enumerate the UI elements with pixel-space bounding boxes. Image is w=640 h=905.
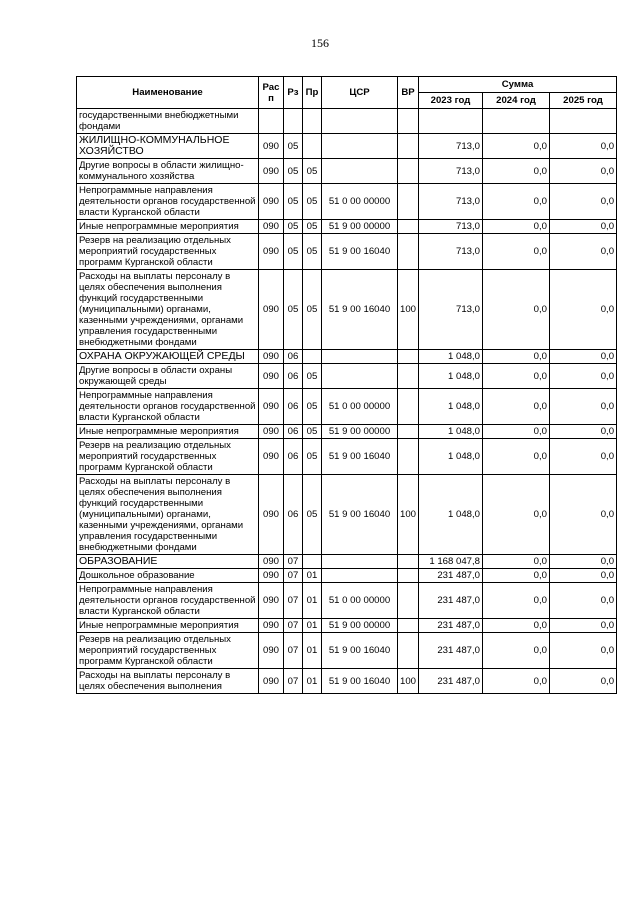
cell-pr (303, 555, 322, 569)
cell-2024: 0,0 (483, 425, 550, 439)
table-row (77, 555, 617, 569)
cell-2024: 0,0 (483, 569, 550, 583)
cell-csr: 51 9 00 16040 (322, 234, 398, 270)
table-row (77, 669, 617, 694)
cell-2025: 0,0 (550, 439, 617, 475)
cell-vr (398, 159, 419, 184)
cell-2023: 231 487,0 (419, 569, 483, 583)
cell-rz: 06 (284, 350, 303, 364)
cell-vr (398, 364, 419, 389)
cell-pr: 05 (303, 439, 322, 475)
cell-2025: 0,0 (550, 633, 617, 669)
cell-2024: 0,0 (483, 583, 550, 619)
cell-2025: 0,0 (550, 270, 617, 350)
cell-2023: 713,0 (419, 159, 483, 184)
cell-csr (322, 350, 398, 364)
cell-2024: 0,0 (483, 555, 550, 569)
cell-ras: 090 (259, 389, 284, 425)
cell-2023: 1 048,0 (419, 425, 483, 439)
cell-csr: 51 9 00 00000 (322, 425, 398, 439)
cell-pr: 01 (303, 619, 322, 633)
cell-vr: 100 (398, 669, 419, 694)
cell-2023: 713,0 (419, 234, 483, 270)
cell-pr: 05 (303, 270, 322, 350)
cell-ras (259, 109, 284, 134)
cell-vr (398, 389, 419, 425)
cell-csr (322, 159, 398, 184)
cell-2024: 0,0 (483, 364, 550, 389)
cell-vr (398, 425, 419, 439)
cell-pr (303, 350, 322, 364)
cell-2023 (419, 109, 483, 134)
table-row (77, 475, 617, 555)
cell-2023: 1 048,0 (419, 364, 483, 389)
cell-name: Непрограммные направления деятельности органов государственной власти Курганской области (77, 583, 259, 619)
cell-name: ОХРАНА ОКРУЖАЮЩЕЙ СРЕДЫ (77, 350, 259, 364)
header-2025: 2025 год (550, 93, 617, 109)
cell-name: Иные непрограммные мероприятия (77, 425, 259, 439)
cell-name: Другие вопросы в области жилищно-коммунального хозяйства (77, 159, 259, 184)
cell-2023: 231 487,0 (419, 583, 483, 619)
cell-pr: 05 (303, 184, 322, 220)
cell-2023: 1 048,0 (419, 350, 483, 364)
cell-2025: 0,0 (550, 669, 617, 694)
cell-rz: 06 (284, 439, 303, 475)
table-body (77, 109, 617, 694)
cell-csr: 51 9 00 16040 (322, 270, 398, 350)
header-pr: Пр (303, 77, 322, 109)
header-rz: Рз (284, 77, 303, 109)
header-csr: ЦСР (322, 77, 398, 109)
cell-vr (398, 439, 419, 475)
cell-pr: 05 (303, 475, 322, 555)
cell-csr (322, 134, 398, 159)
cell-2024: 0,0 (483, 669, 550, 694)
cell-2024: 0,0 (483, 619, 550, 633)
cell-name: Расходы на выплаты персоналу в целях обеспечения выполнения (77, 669, 259, 694)
cell-vr: 100 (398, 270, 419, 350)
cell-2024: 0,0 (483, 633, 550, 669)
cell-name: Расходы на выплаты персоналу в целях обеспечения выполнения функций государственными (муниципальными) органами, казенными учреждениями, органами управления государственными внебюджетными фондами (77, 270, 259, 350)
table-row (77, 583, 617, 619)
cell-ras: 090 (259, 234, 284, 270)
budget-table (76, 76, 617, 694)
cell-pr (303, 109, 322, 134)
cell-pr: 05 (303, 220, 322, 234)
cell-ras: 090 (259, 159, 284, 184)
cell-rz: 05 (284, 220, 303, 234)
cell-name: Резерв на реализацию отдельных мероприятий государственных программ Курганской области (77, 633, 259, 669)
cell-pr: 05 (303, 425, 322, 439)
cell-csr: 51 9 00 00000 (322, 619, 398, 633)
header-2024: 2024 год (483, 93, 550, 109)
cell-rz: 05 (284, 159, 303, 184)
cell-pr: 05 (303, 234, 322, 270)
cell-2025: 0,0 (550, 234, 617, 270)
cell-csr: 51 0 00 00000 (322, 389, 398, 425)
cell-name: ОБРАЗОВАНИЕ (77, 555, 259, 569)
table-row (77, 134, 617, 159)
cell-vr (398, 134, 419, 159)
table-row (77, 364, 617, 389)
cell-ras: 090 (259, 220, 284, 234)
cell-vr (398, 633, 419, 669)
cell-csr: 51 9 00 16040 (322, 669, 398, 694)
table-row (77, 389, 617, 425)
cell-rz: 07 (284, 583, 303, 619)
cell-2025: 0,0 (550, 583, 617, 619)
table-row (77, 619, 617, 633)
table-row (77, 633, 617, 669)
cell-csr: 51 0 00 00000 (322, 583, 398, 619)
cell-rz: 05 (284, 184, 303, 220)
cell-2023: 231 487,0 (419, 633, 483, 669)
cell-ras: 090 (259, 555, 284, 569)
cell-ras: 090 (259, 583, 284, 619)
table-row (77, 184, 617, 220)
cell-csr (322, 569, 398, 583)
cell-name: Расходы на выплаты персоналу в целях обеспечения выполнения функций государственными (муниципальными) органами, казенными учреждениями, органами управления государственными внебюджетными фондами (77, 475, 259, 555)
cell-2025: 0,0 (550, 425, 617, 439)
cell-name: Непрограммные направления деятельности органов государственной власти Курганской области (77, 389, 259, 425)
cell-vr (398, 234, 419, 270)
cell-pr: 01 (303, 633, 322, 669)
cell-2023: 231 487,0 (419, 619, 483, 633)
cell-2025 (550, 109, 617, 134)
cell-rz: 06 (284, 389, 303, 425)
cell-2024: 0,0 (483, 134, 550, 159)
table-row (77, 220, 617, 234)
cell-csr (322, 364, 398, 389)
cell-pr: 01 (303, 669, 322, 694)
cell-2023: 1 048,0 (419, 439, 483, 475)
cell-csr: 51 9 00 16040 (322, 633, 398, 669)
table-row (77, 109, 617, 134)
cell-pr: 01 (303, 569, 322, 583)
cell-2024: 0,0 (483, 184, 550, 220)
cell-ras: 090 (259, 134, 284, 159)
cell-rz (284, 109, 303, 134)
cell-rz: 07 (284, 669, 303, 694)
cell-csr: 51 0 00 00000 (322, 184, 398, 220)
cell-name: Иные непрограммные мероприятия (77, 220, 259, 234)
cell-rz: 07 (284, 633, 303, 669)
cell-2023: 1 048,0 (419, 475, 483, 555)
cell-name: ЖИЛИЩНО-КОММУНАЛЬНОЕ ХОЗЯЙСТВО (77, 134, 259, 159)
cell-csr: 51 9 00 00000 (322, 220, 398, 234)
cell-2025: 0,0 (550, 184, 617, 220)
header-sum: Сумма (419, 77, 617, 93)
cell-2024: 0,0 (483, 220, 550, 234)
header-2023: 2023 год (419, 93, 483, 109)
cell-name: Дошкольное образование (77, 569, 259, 583)
cell-ras: 090 (259, 619, 284, 633)
cell-vr (398, 619, 419, 633)
cell-rz: 06 (284, 364, 303, 389)
cell-pr: 05 (303, 389, 322, 425)
cell-2023: 1 048,0 (419, 389, 483, 425)
cell-ras: 090 (259, 425, 284, 439)
cell-name: Резерв на реализацию отдельных мероприятий государственных программ Курганской области (77, 439, 259, 475)
cell-2025: 0,0 (550, 159, 617, 184)
table-row (77, 270, 617, 350)
cell-name: Другие вопросы в области охраны окружающей среды (77, 364, 259, 389)
table-row (77, 234, 617, 270)
cell-2024: 0,0 (483, 389, 550, 425)
page-number: 156 (311, 36, 329, 50)
cell-csr: 51 9 00 16040 (322, 439, 398, 475)
cell-name: государственными внебюджетными фондами (77, 109, 259, 134)
cell-2024: 0,0 (483, 270, 550, 350)
cell-csr (322, 555, 398, 569)
table-row (77, 159, 617, 184)
cell-vr (398, 583, 419, 619)
cell-vr (398, 220, 419, 234)
cell-pr: 05 (303, 364, 322, 389)
cell-csr (322, 109, 398, 134)
cell-rz: 07 (284, 569, 303, 583)
table-row (77, 569, 617, 583)
cell-ras: 090 (259, 364, 284, 389)
cell-ras: 090 (259, 633, 284, 669)
cell-2023: 713,0 (419, 134, 483, 159)
cell-2025: 0,0 (550, 389, 617, 425)
cell-2023: 713,0 (419, 270, 483, 350)
cell-2025: 0,0 (550, 220, 617, 234)
table-row (77, 350, 617, 364)
cell-2025: 0,0 (550, 619, 617, 633)
cell-2023: 231 487,0 (419, 669, 483, 694)
header-name: Наименование (77, 77, 259, 109)
cell-vr: 100 (398, 475, 419, 555)
cell-rz: 07 (284, 555, 303, 569)
cell-2025: 0,0 (550, 475, 617, 555)
cell-vr (398, 350, 419, 364)
cell-rz: 05 (284, 270, 303, 350)
cell-rz: 06 (284, 475, 303, 555)
cell-ras: 090 (259, 475, 284, 555)
cell-ras: 090 (259, 270, 284, 350)
cell-ras: 090 (259, 350, 284, 364)
header-vr: ВР (398, 77, 419, 109)
cell-2025: 0,0 (550, 364, 617, 389)
cell-pr (303, 134, 322, 159)
cell-2024: 0,0 (483, 350, 550, 364)
cell-2025: 0,0 (550, 555, 617, 569)
cell-2023: 1 168 047,8 (419, 555, 483, 569)
cell-name: Иные непрограммные мероприятия (77, 619, 259, 633)
cell-2024: 0,0 (483, 234, 550, 270)
cell-ras: 090 (259, 569, 284, 583)
cell-vr (398, 184, 419, 220)
cell-2025: 0,0 (550, 350, 617, 364)
cell-rz: 05 (284, 234, 303, 270)
cell-pr: 01 (303, 583, 322, 619)
cell-ras: 090 (259, 184, 284, 220)
cell-2024 (483, 109, 550, 134)
cell-pr: 05 (303, 159, 322, 184)
table-header (77, 77, 617, 109)
cell-ras: 090 (259, 439, 284, 475)
cell-2023: 713,0 (419, 220, 483, 234)
cell-2024: 0,0 (483, 159, 550, 184)
cell-2024: 0,0 (483, 475, 550, 555)
cell-name: Резерв на реализацию отдельных мероприятий государственных программ Курганской области (77, 234, 259, 270)
cell-2025: 0,0 (550, 134, 617, 159)
cell-rz: 06 (284, 425, 303, 439)
cell-ras: 090 (259, 669, 284, 694)
cell-rz: 05 (284, 134, 303, 159)
cell-vr (398, 569, 419, 583)
cell-2025: 0,0 (550, 569, 617, 583)
table-row (77, 439, 617, 475)
cell-2023: 713,0 (419, 184, 483, 220)
table-row (77, 425, 617, 439)
cell-csr: 51 9 00 16040 (322, 475, 398, 555)
cell-name: Непрограммные направления деятельности органов государственной власти Курганской области (77, 184, 259, 220)
cell-vr (398, 555, 419, 569)
header-ras: Рас п (259, 77, 284, 109)
cell-vr (398, 109, 419, 134)
cell-2024: 0,0 (483, 439, 550, 475)
cell-rz: 07 (284, 619, 303, 633)
